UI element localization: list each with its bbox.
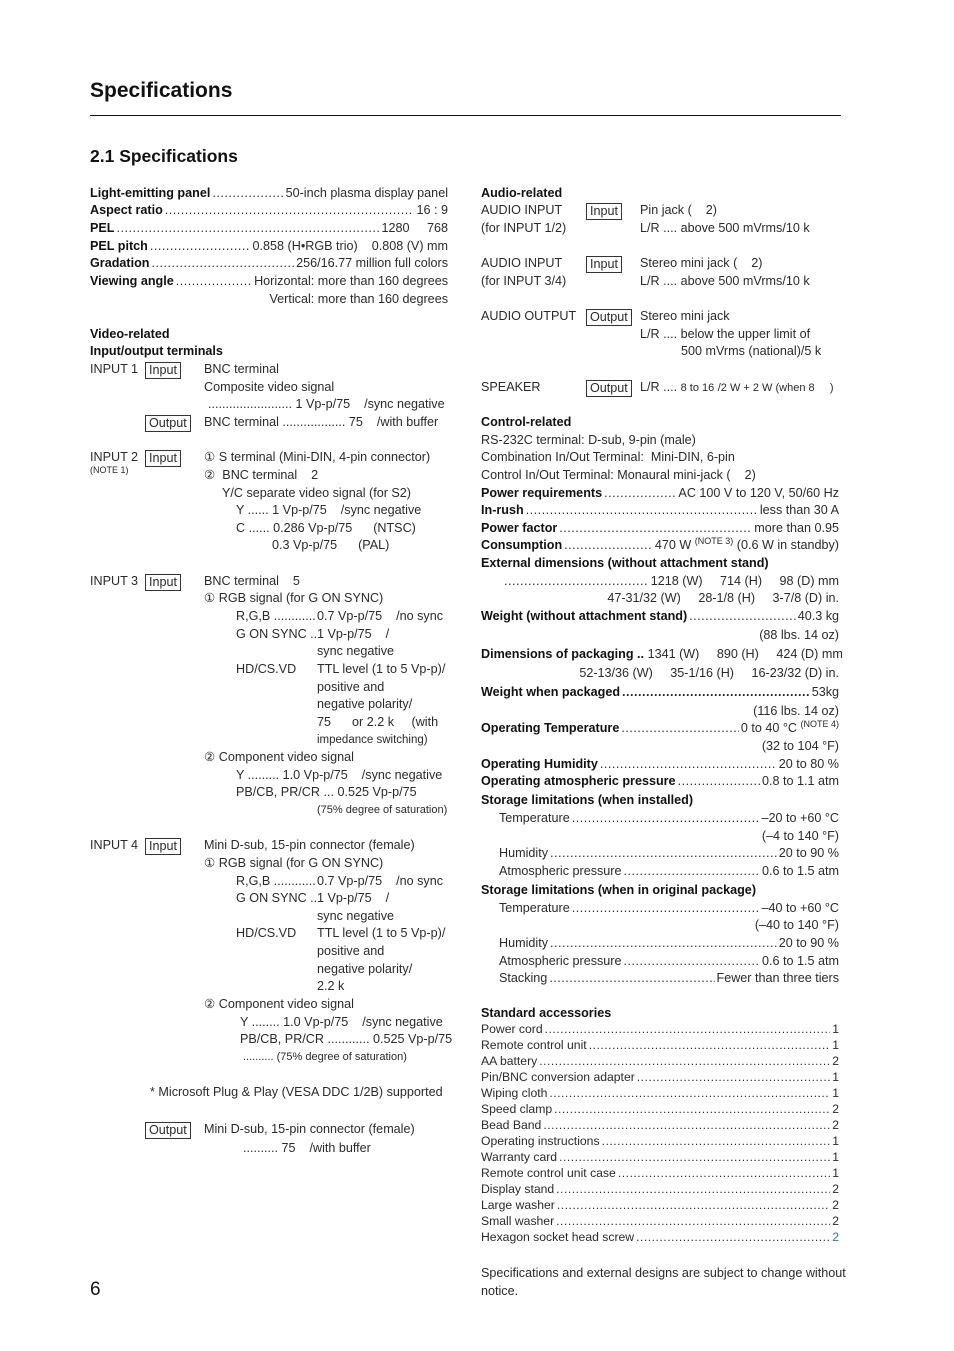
accessory-name: Hexagon socket head screw [481, 1230, 635, 1244]
spec-viewing-vertical: Vertical: more than 160 degrees [269, 292, 448, 306]
input4-line: TTL level (1 to 5 Vp-p)/ [317, 926, 446, 940]
input-tag: Input [586, 203, 622, 220]
input2-line: C ...... 0.286 Vp-p/75 (NTSC) [236, 521, 416, 535]
accessory-qty: 1 [832, 1150, 839, 1164]
input4-line: ① RGB signal (for G ON SYNC) [204, 856, 384, 870]
input2-line: Y ...... 1 Vp-p/75 /sync negative [236, 503, 422, 517]
input4-line: ② Component video signal [204, 997, 354, 1011]
spec-inrush: In-rush ..... less than 30 A [481, 502, 839, 520]
accessory-qty: 1 [832, 1166, 839, 1180]
audio-input1-value: Pin jack ( 2) [640, 203, 717, 217]
input4-line: HD/CS.VD [236, 926, 297, 940]
accessory-item [481, 1213, 839, 1231]
control-line: RS-232C terminal: D-sub, 9-pin (male) [481, 433, 696, 447]
accessory-qty: 1 [832, 1134, 839, 1148]
spec-op-humidity: Operating Humidity ..... 20 to 80 % [481, 756, 839, 774]
input3-line: (75% degree of saturation) [317, 804, 448, 816]
accessory-qty: 1 [832, 1038, 839, 1052]
input4-line: R,G,B ............ [236, 874, 316, 888]
accessory-item [481, 1037, 839, 1055]
ext-dimensions-in: 47-31/32 (W) 28-1/8 (H) 3-7/8 (D) in. [607, 591, 839, 605]
storage-package-temp-f: (–40 to 140 °F) [754, 918, 839, 932]
input3-line: R,G,B ............ [236, 609, 316, 623]
spec-consumption: Consumption ..... 470 W (NOTE 3) (0.6 W in standby) [481, 537, 839, 555]
speaker-value: L/R .... 8 to 16 /2 W + 2 W (when 8 ) [640, 380, 834, 394]
input4-line: 1 Vp-p/75 / [317, 891, 390, 905]
input4-line: .......... (75% degree of saturation) [243, 1051, 407, 1063]
spec-op-pressure: Operating atmospheric pressure ..... 0.8 to 1.1 atm [481, 773, 839, 791]
spec-viewing: Viewing angle ..... Horizontal: more than 160 degrees [90, 273, 448, 291]
accessory-name: Wiping cloth [481, 1086, 548, 1100]
input1-line: ........................ 1 Vp-p/75 /sync negative [208, 397, 445, 411]
storage-package-pressure: Atmospheric pressure ..... 0.6 to 1.5 atm [499, 953, 839, 971]
input3-line: negative polarity/ [317, 697, 413, 711]
output-tag: Output [586, 309, 632, 326]
accessory-item [481, 1229, 839, 1247]
accessory-qty: 2 [832, 1182, 839, 1196]
video-related-heading: Video-related [90, 327, 170, 341]
speaker-label: SPEAKER [481, 380, 541, 394]
storage-package-stacking: Stacking ..... Fewer than three tiers [499, 970, 839, 988]
input-tag: Input [145, 838, 181, 855]
input4-line: sync negative [317, 909, 395, 923]
accessory-item [481, 1197, 839, 1215]
audio-output-label: AUDIO OUTPUT [481, 309, 577, 323]
audio-input1-label2: (for INPUT 1/2) [481, 221, 567, 235]
accessory-qty: 1 [832, 1070, 839, 1084]
accessory-item [481, 1053, 839, 1071]
input4-line: PB/CB, PR/CR ............ 0.525 Vp-p/75 [240, 1032, 453, 1046]
audio-input2-label2: (for INPUT 3/4) [481, 274, 567, 288]
input2-note: (NOTE 1) [90, 465, 129, 475]
storage-installed-heading: Storage limitations (when installed) [481, 793, 694, 807]
spec-pel: PEL ..... 1280 768 [90, 220, 448, 238]
output-tag: Output [145, 415, 191, 432]
spec-power-factor: Power factor ..... more than 0.95 [481, 520, 839, 538]
accessory-qty: 2 [832, 1102, 839, 1116]
audio-related-heading: Audio-related [481, 186, 563, 200]
input4-line: G ON SYNC .. [236, 891, 318, 905]
input3-line: BNC terminal 5 [204, 574, 300, 588]
input3-line: PB/CB, PR/CR ... 0.525 Vp-p/75 [236, 785, 417, 799]
spec-aspect: Aspect ratio ..... 16 : 9 [90, 202, 448, 220]
footnote: notice. [481, 1284, 519, 1298]
input3-label: INPUT 3 [90, 574, 139, 588]
input1-line: BNC terminal .................. 75 /with buffer [204, 415, 439, 429]
input3-line: ② Component video signal [204, 750, 354, 764]
output-line: .......... 75 /with buffer [243, 1141, 371, 1155]
spec-panel: Light-emitting panel ..... 50-inch plasma display panel [90, 185, 448, 203]
input4-line: 2.2 k [317, 979, 345, 993]
input2-label: INPUT 2 [90, 450, 139, 464]
accessory-item [481, 1181, 839, 1199]
accessory-qty: 2 [832, 1118, 839, 1132]
spec-weight-lbs: (88 lbs. 14 oz) [759, 628, 839, 642]
accessory-name: Power cord [481, 1022, 543, 1036]
input4-line: Mini D-sub, 15-pin connector (female) [204, 838, 415, 852]
storage-package-heading: Storage limitations (when in original package) [481, 883, 757, 897]
input1-line: BNC terminal [204, 362, 279, 376]
footnote: Specifications and external designs are subject to change without [481, 1266, 846, 1280]
plug-and-play-note: * Microsoft Plug & Play (VESA DDC 1/2B) supported [150, 1085, 443, 1099]
audio-output-value: L/R .... below the upper limit of [640, 327, 811, 341]
input4-line: Y ........ 1.0 Vp-p/75 /sync negative [240, 1015, 443, 1029]
accessory-item [481, 1085, 839, 1103]
spec-gradation: Gradation ..... 256/16.77 million full colors [90, 255, 448, 273]
page-title: Specifications [90, 79, 233, 102]
input3-line: HD/CS.VD [236, 662, 297, 676]
accessory-item [481, 1133, 839, 1151]
audio-input2-value: Stereo mini jack ( 2) [640, 256, 763, 270]
input1-line: Composite video signal [204, 380, 335, 394]
input3-line: sync negative [317, 644, 395, 658]
accessory-qty: 2 [832, 1214, 839, 1228]
accessory-name: Remote control unit case [481, 1166, 616, 1180]
input-tag: Input [145, 362, 181, 379]
accessory-name: Warranty card [481, 1150, 558, 1164]
accessory-item [481, 1101, 839, 1119]
spec-weight-packaged: Weight when packaged ..... 53kg [481, 684, 839, 702]
audio-input2-value: L/R .... above 500 mVrms/10 k [640, 274, 810, 288]
accessory-name: Speed clamp [481, 1102, 553, 1116]
storage-installed-pressure: Atmospheric pressure ..... 0.6 to 1.5 atm [499, 863, 839, 881]
input-tag: Input [145, 574, 181, 591]
input-tag: Input [145, 450, 181, 467]
title-rule [90, 115, 841, 116]
input4-label: INPUT 4 [90, 838, 139, 852]
audio-output-value: Stereo mini jack [640, 309, 730, 323]
input3-line: G ON SYNC .. [236, 627, 318, 641]
input3-line: positive and [317, 680, 385, 694]
audio-input2-label: AUDIO INPUT [481, 256, 563, 270]
accessory-qty: 1 [832, 1022, 839, 1036]
accessory-name: Operating instructions [481, 1134, 600, 1148]
input4-line: negative polarity/ [317, 962, 413, 976]
spec-packaging-in: 52-13/36 (W) 35-1/16 (H) 16-23/32 (D) in. [579, 666, 839, 680]
accessory-qty: 2 [832, 1198, 839, 1212]
input3-line: 0.7 Vp-p/75 /no sync [317, 609, 444, 623]
control-line: Combination In/Out Terminal: Mini-DIN, 6-pin [481, 450, 735, 464]
input4-line: positive and [317, 944, 385, 958]
control-line: Control In/Out Terminal: Monaural mini-jack ( 2) [481, 468, 756, 482]
input2-line: Y/C separate video signal (for S2) [222, 486, 411, 500]
accessory-item [481, 1149, 839, 1167]
accessory-qty: 1 [832, 1086, 839, 1100]
storage-installed-temp: Temperature ..... –20 to +60 °C [499, 810, 839, 828]
output-tag: Output [586, 380, 632, 397]
input2-line: ① S terminal (Mini-DIN, 4-pin connector) [204, 450, 431, 464]
accessory-qty: 2 [832, 1230, 839, 1244]
storage-package-humidity: Humidity ..... 20 to 90 % [499, 935, 839, 953]
audio-input1-value: L/R .... above 500 mVrms/10 k [640, 221, 810, 235]
output-tag: Output [145, 1122, 191, 1139]
section-heading: 2.1 Specifications [90, 146, 238, 166]
input3-line: impedance switching) [317, 734, 428, 746]
input1-label: INPUT 1 [90, 362, 139, 376]
accessories-heading: Standard accessories [481, 1006, 612, 1020]
audio-output-value: 500 mVrms (national)/5 k [681, 344, 822, 358]
input4-line: 0.7 Vp-p/75 /no sync [317, 874, 444, 888]
page-number: 6 [90, 1279, 101, 1300]
accessory-item [481, 1069, 839, 1087]
input2-line: ② BNC terminal 2 [204, 468, 319, 482]
spec-power: Power requirements ..... AC 100 V to 120 V, 50/60 Hz [481, 485, 839, 503]
spec-pel-pitch: PEL pitch ..... 0.858 (H•RGB trio) 0.808 (V) mm [90, 238, 448, 256]
spec-weight-packaged-lbs: (116 lbs. 14 oz) [753, 704, 839, 718]
accessory-item [481, 1117, 839, 1135]
accessory-name: Remote control unit [481, 1038, 587, 1052]
io-terminals-heading: Input/output terminals [90, 344, 223, 358]
accessory-name: Small washer [481, 1214, 555, 1228]
input3-line: Y ......... 1.0 Vp-p/75 /sync negative [236, 768, 443, 782]
control-related-heading: Control-related [481, 415, 572, 429]
storage-installed-temp-f: (–4 to 140 °F) [761, 829, 839, 843]
accessory-item [481, 1165, 839, 1183]
accessory-name: Pin/BNC conversion adapter [481, 1070, 635, 1084]
ext-dimensions-label: External dimensions (without attachment stand) [481, 556, 769, 570]
input-tag: Input [586, 256, 622, 273]
storage-installed-humidity: Humidity ..... 20 to 90 % [499, 845, 839, 863]
accessory-name: Bead Band [481, 1118, 542, 1132]
input3-line: TTL level (1 to 5 Vp-p)/ [317, 662, 446, 676]
accessory-item [481, 1021, 839, 1039]
spec-op-temperature: Operating Temperature ..... 0 to 40 °C (NOTE 4) [481, 720, 839, 738]
output-line: Mini D-sub, 15-pin connector (female) [204, 1122, 415, 1136]
storage-package-temp: Temperature ..... –40 to +60 °C [499, 900, 839, 918]
ext-dimensions-mm: ..... 1218 (W) 714 (H) 98 (D) mm [504, 573, 839, 591]
spec-packaging: Dimensions of packaging .. 1341 (W) 890 (H) 424 (D) mm [481, 647, 843, 661]
accessory-name: Large washer [481, 1198, 555, 1212]
audio-input1-label: AUDIO INPUT [481, 203, 563, 217]
spec-op-temperature-f: (32 to 104 °F) [761, 739, 839, 753]
accessory-name: Display stand [481, 1182, 555, 1196]
input3-line: 75 or 2.2 k (with [317, 715, 439, 729]
input3-line: ① RGB signal (for G ON SYNC) [204, 591, 384, 605]
input2-line: 0.3 Vp-p/75 (PAL) [272, 538, 390, 552]
input3-line: 1 Vp-p/75 / [317, 627, 390, 641]
accessory-qty: 2 [832, 1054, 839, 1068]
spec-weight: Weight (without attachment stand) ..... 40.3 kg [481, 608, 839, 626]
accessory-name: AA battery [481, 1054, 538, 1068]
